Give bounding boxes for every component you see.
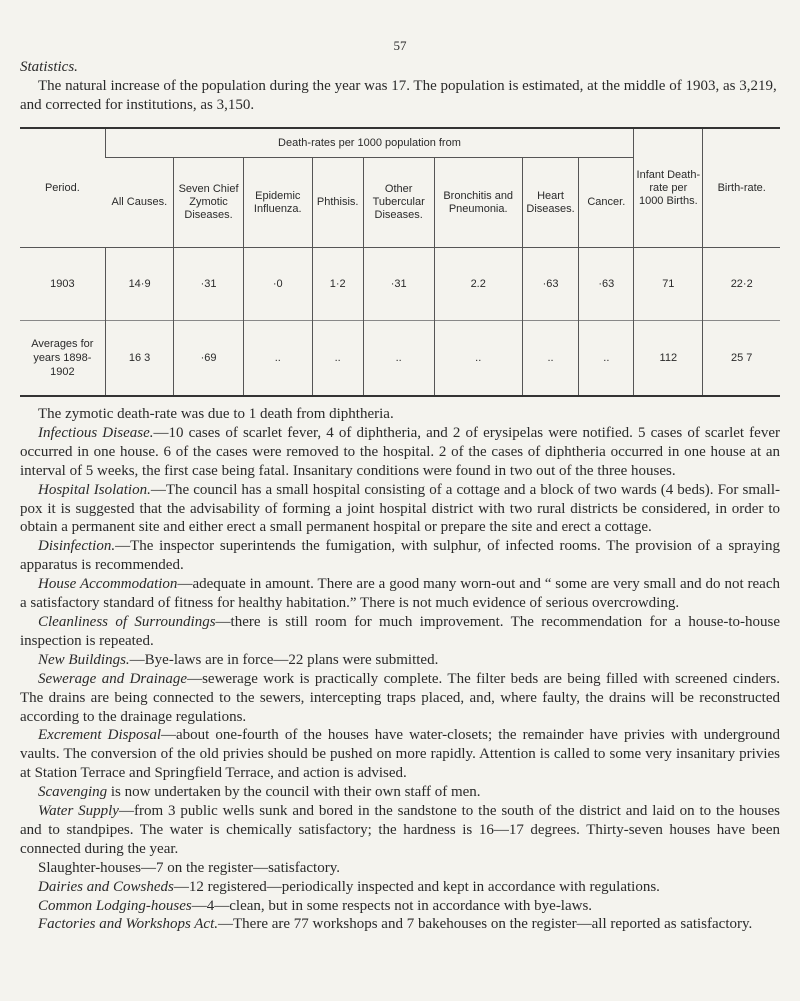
paragraph-text: —The council has a small hospital consisting of a cottage and a block of two wards (4 beds). For small-pox it is suggested that the advisability of forming a joint hospital district with two rural districts be considered, in order to obtain a permanent site and either erect a small permanent hospital or prepare the site and erect a cottage. bbox=[20, 481, 780, 536]
table-cell: 71 bbox=[634, 248, 703, 321]
table-cell: 16 3 bbox=[105, 321, 174, 397]
paragraph bbox=[20, 481, 780, 538]
intro-paragraph: The natural increase of the population during the year was 17. The population is estimated, at the middle of 1903, as 3,219, and corrected for institutions, as 3,150. bbox=[20, 78, 777, 113]
column-header: Bronchitis and Pneumonia. bbox=[434, 158, 522, 248]
paragraph-text: —The inspector superintends the fumigation, with sulphur, of infected rooms. The provision of a spraying apparatus is recommended. bbox=[20, 538, 780, 574]
table-cell: .. bbox=[312, 321, 363, 397]
paragraph bbox=[20, 537, 780, 575]
paragraph bbox=[20, 859, 780, 878]
birth-rate-header: Birth-rate. bbox=[703, 128, 780, 248]
column-header: Epidemic Influenza. bbox=[243, 158, 312, 248]
table-cell: 22·2 bbox=[703, 248, 780, 321]
page-number: 57 bbox=[393, 38, 407, 53]
paragraph bbox=[20, 783, 780, 802]
death-rates-table bbox=[20, 127, 780, 397]
paragraph-title: Common Lodging-houses bbox=[38, 897, 192, 914]
paragraph-title: Dairies and Cowsheds bbox=[38, 878, 174, 895]
table-cell: ·31 bbox=[363, 248, 434, 321]
paragraph bbox=[20, 670, 780, 727]
table-cell: ·0 bbox=[243, 248, 312, 321]
paragraph-text: —4—clean, but in some respects not in accordance with bye-laws. bbox=[191, 897, 593, 914]
body-text bbox=[20, 405, 780, 934]
row-period: Averages for years 1898-1902 bbox=[20, 321, 105, 397]
period-header: Period. bbox=[44, 181, 80, 194]
paragraph-title: Scavenging bbox=[38, 784, 108, 801]
paragraph bbox=[20, 613, 780, 651]
paragraph-text: —there is still room for much improvement. The recommendation for a house-to-house inspection is repeated. bbox=[20, 613, 780, 649]
document-content bbox=[20, 58, 780, 934]
table-cell: ·31 bbox=[174, 248, 243, 321]
paragraph-text: —10 cases of scarlet fever, 4 of diphtheria, and 2 of erysipelas were notified. 5 cases of scarlet fever occurred in one house. 6 of the cases were removed to the hospital. 2 of the cases of diphtheria occurred in one house at an interval of 5 weeks, the first case being fatal. Insanitary conditions were found in two out of the three houses. bbox=[20, 424, 780, 479]
table-cell: 25 7 bbox=[703, 321, 780, 397]
paragraph-text: —Bye-laws are in force—22 plans were submitted. bbox=[129, 651, 439, 668]
paragraph-text: —12 registered—periodically inspected and kept in accordance with regulations. bbox=[173, 878, 660, 895]
paragraph-text: —There are 77 workshops and 7 bakehouses on the register—all reported as satisfactory. bbox=[218, 916, 753, 933]
paragraph-text: —sewerage work is practically complete. The filter beds are being filled with screened cinders. The drains are being connected to the sewers, intercepting traps placed, and, where faulty, the drains will be reconstructed according to the drainage regulations. bbox=[20, 670, 780, 725]
paragraph-text: The zymotic death-rate was due to 1 death from diphtheria. bbox=[38, 406, 394, 422]
table-cell: .. bbox=[434, 321, 522, 397]
table-cell: 2.2 bbox=[434, 248, 522, 321]
table-cell: .. bbox=[243, 321, 312, 397]
column-header: Seven Chief Zymotic Diseases. bbox=[174, 158, 243, 248]
paragraph-title: Cleanliness of Surroundings bbox=[38, 613, 216, 630]
table-cell: .. bbox=[522, 321, 579, 397]
column-header: Heart Diseases. bbox=[522, 158, 579, 248]
table-cell: .. bbox=[579, 321, 634, 397]
paragraph bbox=[20, 915, 780, 934]
infant-death-rate-header: Infant Death-rate per 1000 Births. bbox=[634, 128, 703, 248]
paragraph-text: is now undertaken by the council with their own staff of men. bbox=[107, 784, 481, 801]
paragraph-title: Hospital Isolation. bbox=[38, 481, 151, 498]
paragraph-text: —from 3 public wells sunk and bored in the sandstone to the south of the district and laid on to the houses and to standpipes. The water is chemically satisfactory; the hardness is 16—17 degrees. Thirty-seven houses have been connected during the year. bbox=[20, 803, 780, 857]
paragraph-title: Disinfection. bbox=[38, 538, 116, 555]
column-header: Phthisis. bbox=[312, 158, 363, 248]
column-header: Cancer. bbox=[579, 158, 634, 248]
death-rates-group-header: Death-rates per 1000 population from bbox=[105, 128, 633, 158]
table-cell: 14·9 bbox=[105, 248, 174, 321]
table-cell: .. bbox=[363, 321, 434, 397]
table-row bbox=[20, 321, 780, 397]
table-cell: 1·2 bbox=[312, 248, 363, 321]
table-cell: ·63 bbox=[522, 248, 579, 321]
row-period: 1903 bbox=[50, 277, 75, 290]
paragraph bbox=[20, 575, 780, 613]
section-heading: Statistics. bbox=[20, 59, 78, 75]
table-cell: ·63 bbox=[579, 248, 634, 321]
paragraph bbox=[20, 405, 780, 424]
column-header: Other Tubercular Diseases. bbox=[363, 158, 434, 248]
paragraph-title: Sewerage and Drainage bbox=[38, 670, 188, 687]
paragraph bbox=[20, 726, 780, 783]
paragraph-title: New Buildings. bbox=[38, 651, 130, 668]
paragraph-title: Excrement Disposal bbox=[38, 727, 162, 744]
paragraph-title: Infectious Disease. bbox=[38, 424, 154, 441]
paragraph-title: House Accommodation bbox=[38, 576, 178, 593]
table-cell: ·69 bbox=[174, 321, 243, 397]
table-cell: 112 bbox=[634, 321, 703, 397]
paragraph bbox=[20, 424, 780, 481]
paragraph-title: Water Supply bbox=[38, 803, 119, 820]
paragraph bbox=[20, 651, 780, 670]
paragraph bbox=[20, 897, 780, 916]
paragraph-text: Slaughter-houses—7 on the register—satisfactory. bbox=[38, 859, 340, 876]
table-row bbox=[20, 248, 780, 321]
paragraph bbox=[20, 802, 780, 859]
paragraph-text: —about one-fourth of the houses have water-closets; the remainder have privies with underground vaults. The conversion of the old privies should be pushed on more rapidly. Attention is called to some very insanitary privies at Station Terrace and Springfield Terrace, and action is advised. bbox=[20, 727, 780, 782]
paragraph-title: Factories and Workshops Act. bbox=[38, 916, 218, 933]
paragraph-text: —adequate in amount. There are a good many worn-out and “ some are very small and do not reach a satisfactory standard of fitness for healthy habitation.” There is not much evidence of serious overcrowding. bbox=[20, 576, 780, 612]
paragraph bbox=[20, 878, 780, 897]
column-header: All Causes. bbox=[111, 196, 168, 208]
